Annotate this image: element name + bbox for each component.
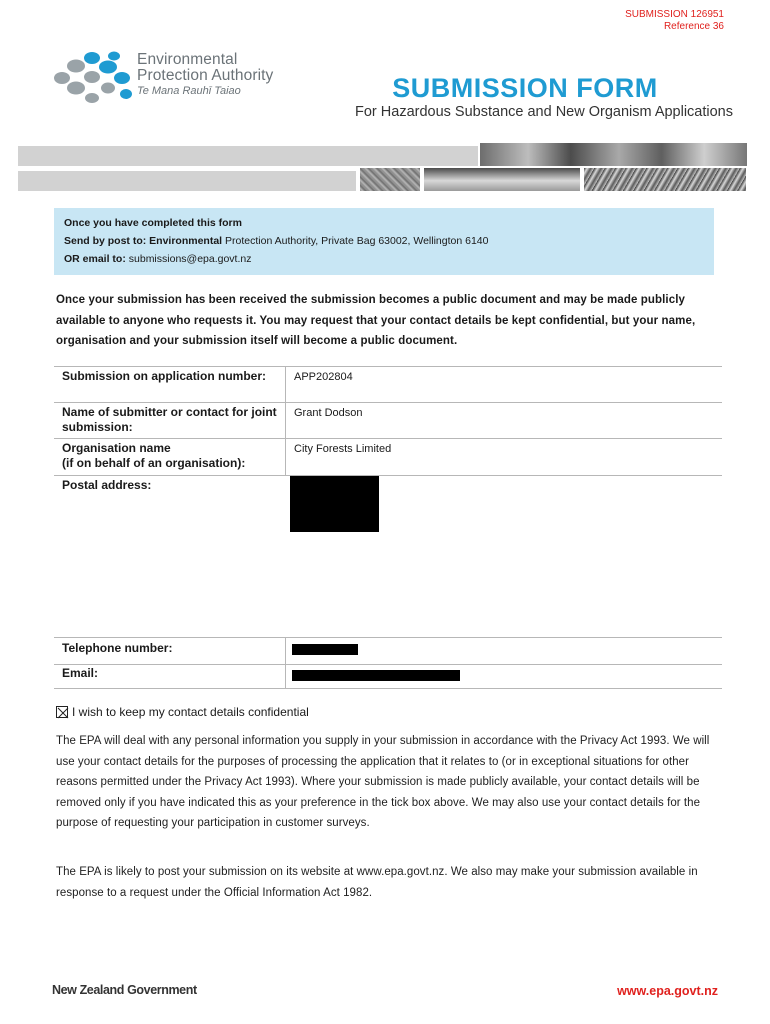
website-paragraph: The EPA is likely to post your submission on its website at www.epa.govt.nz. We also may make your submission available in response to a request under the Official Information Act 1982. <box>56 866 698 899</box>
instructions-heading <box>64 217 242 229</box>
banner-strip-bottom <box>18 171 356 191</box>
logo-line-1: Environmental <box>137 51 238 68</box>
reference-number: Reference 36 <box>663 21 724 32</box>
submitter-details-table <box>54 366 722 689</box>
public-document-notice: Once your submission has been received the submission becomes a public document and may be made publicly available to anyone who requests it. You may request that your contact details be kept confidential, but your name, organisation and your submission itself will become a public document. <box>56 294 696 347</box>
confidential-checkbox[interactable] <box>56 706 68 718</box>
checkbox-cross-icon <box>57 707 69 719</box>
banner-photo-texture <box>360 168 420 191</box>
postal-address-redacted <box>290 476 379 532</box>
submitter-name-value[interactable]: Grant Dodson <box>294 407 363 419</box>
logo-text <box>137 52 273 98</box>
post-label: Send by post to: Environmental <box>64 235 223 247</box>
organisation-label <box>62 441 277 471</box>
page-title: SUBMISSION FORM <box>392 73 658 103</box>
email-redacted <box>292 670 460 681</box>
page-subtitle: For Hazardous Substance and New Organism Applications <box>355 104 733 120</box>
banner-strip-top <box>18 146 478 166</box>
application-number-label: Submission on application number: <box>62 369 267 383</box>
organisation-label-line2: (if on behalf of an organisation): <box>62 456 246 470</box>
application-number-value[interactable]: APP202804 <box>294 371 353 383</box>
logo-maori-name: Te Mana Rauhī Taiao <box>137 85 241 97</box>
organisation-label-line1: Organisation name <box>62 441 171 455</box>
email-instructions <box>64 253 251 265</box>
nz-government-logo: New Zealand Government <box>52 983 197 997</box>
submission-stamp <box>625 9 724 33</box>
postal-address-label: Postal address: <box>62 478 152 492</box>
banner-photo-rock <box>480 143 747 166</box>
telephone-label: Telephone number: <box>62 641 173 655</box>
banner-photo-fern <box>584 168 746 191</box>
privacy-paragraph: The EPA will deal with any personal information you supply in your submission in accordance with the Privacy Act 1993. We will use your contact details for the purposes of processing the application that it relates to (or in exceptional situations for other reasons permitted under the Privacy Act 1993). Where your submission is made publicly available, your contact details will be removed only if you have indicated this as your preference in the tick box above. We may also use your contact details for the purpose of requesting your participation in customer surveys. <box>56 735 710 829</box>
footer-website-link[interactable]: www.epa.govt.nz <box>617 984 718 998</box>
banner-photo-sky <box>424 168 580 191</box>
instructions-heading-text: Once you have completed this form <box>64 217 242 229</box>
email-label: OR email to: <box>64 253 126 265</box>
telephone-redacted <box>292 644 358 655</box>
submission-number: SUBMISSION 126951 <box>625 9 724 20</box>
organisation-value[interactable]: City Forests Limited <box>294 443 392 455</box>
post-instructions <box>64 235 488 247</box>
submitter-name-label: Name of submitter or contact for joint submission: <box>62 405 277 434</box>
instructions-box <box>54 208 714 275</box>
email-address: submissions@epa.govt.nz <box>125 253 252 265</box>
logo-line-2: Protection Authority <box>137 67 274 84</box>
confidential-checkbox-row[interactable] <box>56 705 309 719</box>
email-label-row: Email: <box>62 666 99 680</box>
post-address: Protection Authority, Private Bag 63002, Wellington 6140 <box>222 235 489 247</box>
confidential-checkbox-label: I wish to keep my contact details confidential <box>72 705 309 719</box>
